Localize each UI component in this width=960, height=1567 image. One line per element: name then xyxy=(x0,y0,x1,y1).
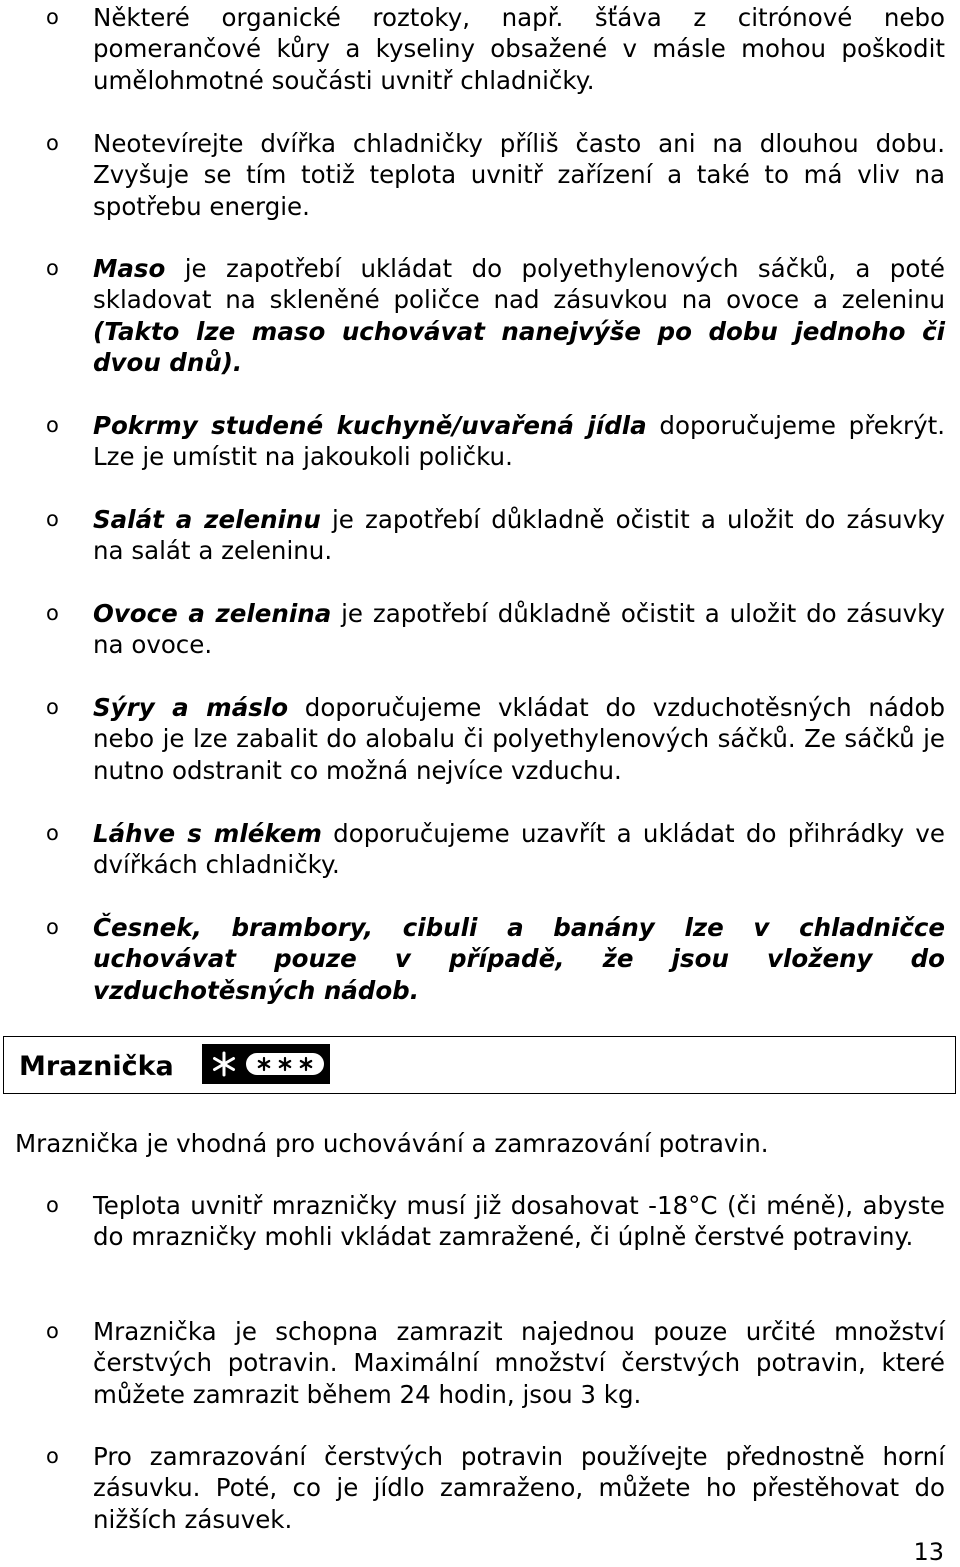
item-keyword: Pokrmy studené kuchyně/uvařená jídla xyxy=(93,411,647,440)
item-body: doporučujeme uzavřít a ukládat do přihrádky ve dvířkách chladničky. xyxy=(93,819,945,880)
list-item-text xyxy=(93,1316,945,1410)
bullet-marker: o xyxy=(46,601,59,625)
item-keyword: Ovoce a zelenina xyxy=(93,599,332,628)
bullet-marker: o xyxy=(46,5,59,29)
list-item-text xyxy=(93,410,945,473)
bullet-marker: o xyxy=(46,131,59,155)
bullet-marker: o xyxy=(46,256,59,280)
bullet-marker: o xyxy=(46,507,59,531)
freezer-intro: Mraznička je vhodná pro uchovávání a zamrazování potravin. xyxy=(15,1129,769,1158)
list-item-text xyxy=(93,1441,945,1535)
item-keyword: Maso xyxy=(93,254,166,283)
item-body: Mraznička je schopna zamrazit najednou pouze určité množství čerstvých potravin. Maximální množství čerstvých potravin, které můžete zamrazit během 24 hodin, jsou 3 kg. xyxy=(93,1317,945,1409)
item-keyword: Česnek, brambory, cibuli a banány lze v chladničce uchovávat pouze v případě, že jsou vloženy do vzduchotěsných nádob. xyxy=(93,913,945,1005)
bullet-marker: o xyxy=(46,413,59,437)
item-body: Pro zamrazování čerstvých potravin používejte přednostně horní zásuvku. Poté, co je jídlo zamraženo, můžete ho přestěhovat do nižších zásuvek. xyxy=(93,1442,945,1534)
bullet-marker: o xyxy=(46,915,59,939)
page-number: 13 xyxy=(913,1538,944,1566)
freezer-star-rating-icon xyxy=(202,1044,330,1084)
item-body: doporučujeme překrýt. Lze je umístit na jakoukoli poličku. xyxy=(93,411,945,472)
item-body: je zapotřebí důkladně očistit a uložit do zásuvky na salát a zeleninu. xyxy=(93,505,946,566)
bullet-marker: o xyxy=(46,821,59,845)
bullet-marker: o xyxy=(46,1319,59,1343)
item-body: je zapotřebí důkladně očistit a uložit do zásuvky na ovoce. xyxy=(93,599,945,660)
freezer-section-header xyxy=(3,1036,956,1094)
list-item-text xyxy=(93,818,945,881)
item-body: Neotevírejte dvířka chladničky příliš často ani na dlouhou dobu. Zvyšuje se tím totiž teplota uvnitř zařízení a také to má vliv na spotřebu energie. xyxy=(93,129,945,221)
bullet-marker: o xyxy=(46,1444,59,1468)
list-item-text xyxy=(93,128,945,222)
item-body: doporučujeme vkládat do vzduchotěsných nádob nebo je lze zabalit do alobalu či polyethylenových sáčků. Ze sáčků je nutno odstranit co možná nejvíce vzduchu. xyxy=(93,693,945,785)
list-item-text xyxy=(93,253,945,379)
item-body: Teplota uvnitř mrazničky musí již dosahovat -18°C (či méně), abyste do mrazničky mohli vkládat zamražené, či úplně čerstvé potraviny. xyxy=(93,1191,945,1252)
bullet-marker: o xyxy=(46,1193,59,1217)
item-body: Některé organické roztoky, např. šťáva z citrónové nebo pomerančové kůry a kyseliny obsažené v másle mohou poškodit umělohmotné součásti uvnitř chladničky. xyxy=(93,3,945,95)
item-body: je zapotřebí ukládat do polyethylenových sáčků, a poté skladovat na skleněné poličce nad zásuvkou na ovoce a zeleninu xyxy=(93,254,945,315)
item-keyword: Sýry a máslo xyxy=(93,693,289,722)
list-item-text xyxy=(93,912,945,1006)
list-item-text xyxy=(93,598,945,661)
item-keyword: Salát a zeleninu xyxy=(93,505,321,534)
item-note: (Takto lze maso uchovávat nanejvýše po dobu jednoho či dvou dnů). xyxy=(93,316,945,378)
item-keyword: Láhve s mlékem xyxy=(93,819,322,848)
list-item-text xyxy=(93,504,945,567)
section-title: Mraznička xyxy=(19,1051,174,1082)
list-item-text xyxy=(93,2,945,96)
bullet-marker: o xyxy=(46,695,59,719)
list-item-text xyxy=(93,1190,945,1253)
list-item-text xyxy=(93,692,945,786)
